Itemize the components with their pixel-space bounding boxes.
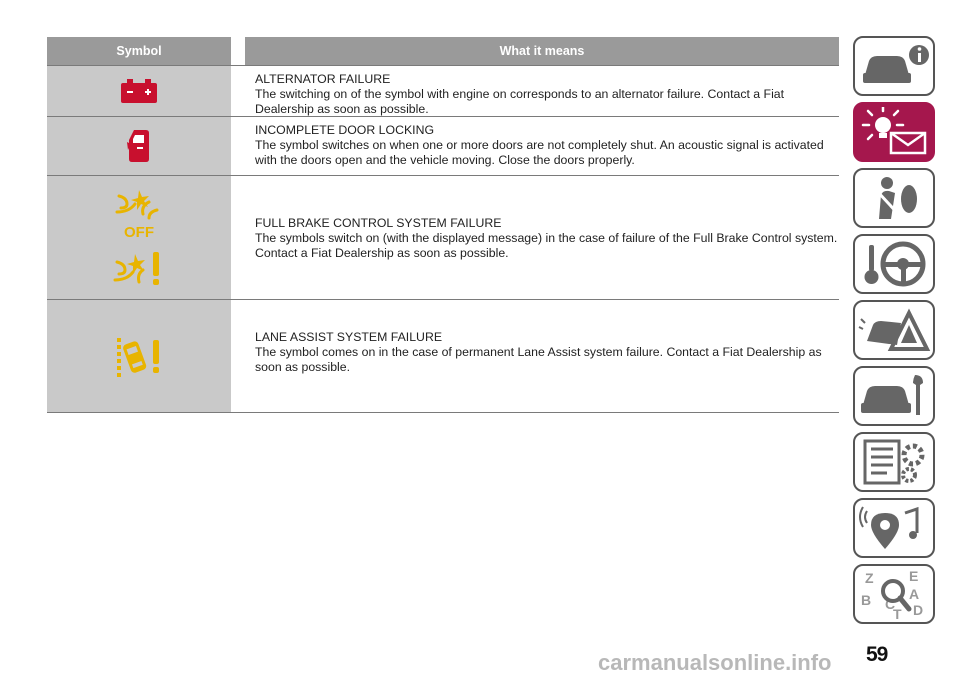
emergency-icon — [857, 305, 931, 355]
tab-index[interactable] — [853, 564, 935, 624]
tab-emergency[interactable] — [853, 300, 935, 360]
tab-starting-driving[interactable] — [853, 234, 935, 294]
index-letter: C — [885, 596, 896, 612]
brake-off-label: OFF — [124, 223, 154, 240]
battery-warning-icon — [119, 78, 159, 104]
page-number: 59 — [866, 643, 888, 666]
multimedia-icon — [857, 503, 931, 553]
technical-data-icon — [857, 437, 931, 487]
door-open-icon — [126, 128, 152, 164]
row-title: FULL BRAKE CONTROL SYSTEM FAILURE — [255, 216, 502, 230]
index-icon — [857, 569, 931, 619]
index-letter: B — [861, 592, 872, 608]
warning-lights-table — [47, 37, 839, 413]
maintenance-icon — [857, 371, 931, 421]
safety-airbag-icon — [857, 173, 931, 223]
lane-assist-warning-icon — [115, 334, 163, 378]
table-header — [47, 37, 839, 65]
warning-lights-icon — [857, 107, 931, 157]
tab-car-info[interactable] — [853, 36, 935, 96]
index-letter: A — [909, 586, 920, 602]
tab-maintenance[interactable] — [853, 366, 935, 426]
index-letter: D — [913, 602, 924, 618]
watermark: carmanualsonline.info — [598, 650, 832, 675]
index-letter: E — [909, 569, 919, 584]
header-symbol: Symbol — [47, 37, 231, 65]
tab-multimedia[interactable] — [853, 498, 935, 558]
car-info-icon — [857, 41, 931, 91]
tab-safety[interactable] — [853, 168, 935, 228]
tab-technical-data[interactable] — [853, 432, 935, 492]
row-description: The switching on of the symbol with engine on corresponds to an alternator failure. Contact a Fiat Dealership as soon as possible. — [255, 87, 785, 116]
header-meaning: What it means — [245, 37, 839, 65]
brake-control-off-icon — [113, 188, 165, 240]
index-letter: T — [893, 606, 902, 619]
row-description: The symbols switch on (with the displayed message) in the case of failure of the Full Brake Control system. Contact a Fiat Dealership as soon as possible. — [255, 231, 838, 260]
tab-warning-lights[interactable] — [853, 102, 935, 162]
table-row — [47, 176, 839, 300]
row-title: ALTERNATOR FAILURE — [255, 72, 391, 86]
brake-control-warning-icon — [113, 248, 165, 288]
row-description: The symbol comes on in the case of permanent Lane Assist system failure. Contact a Fiat Dealership as soon as possible. — [255, 345, 822, 374]
table-row — [47, 117, 839, 176]
chapter-tabs — [853, 36, 935, 630]
steering-wheel-icon — [857, 239, 931, 289]
table-row — [47, 65, 839, 117]
table-row — [47, 300, 839, 413]
index-letter: Z — [865, 570, 874, 586]
row-title: LANE ASSIST SYSTEM FAILURE — [255, 330, 443, 344]
row-description: The symbol switches on when one or more doors are not completely shut. An acoustic signal is activated with the doors open and the vehicle moving. Close the doors properly. — [255, 138, 824, 167]
row-title: INCOMPLETE DOOR LOCKING — [255, 123, 435, 137]
